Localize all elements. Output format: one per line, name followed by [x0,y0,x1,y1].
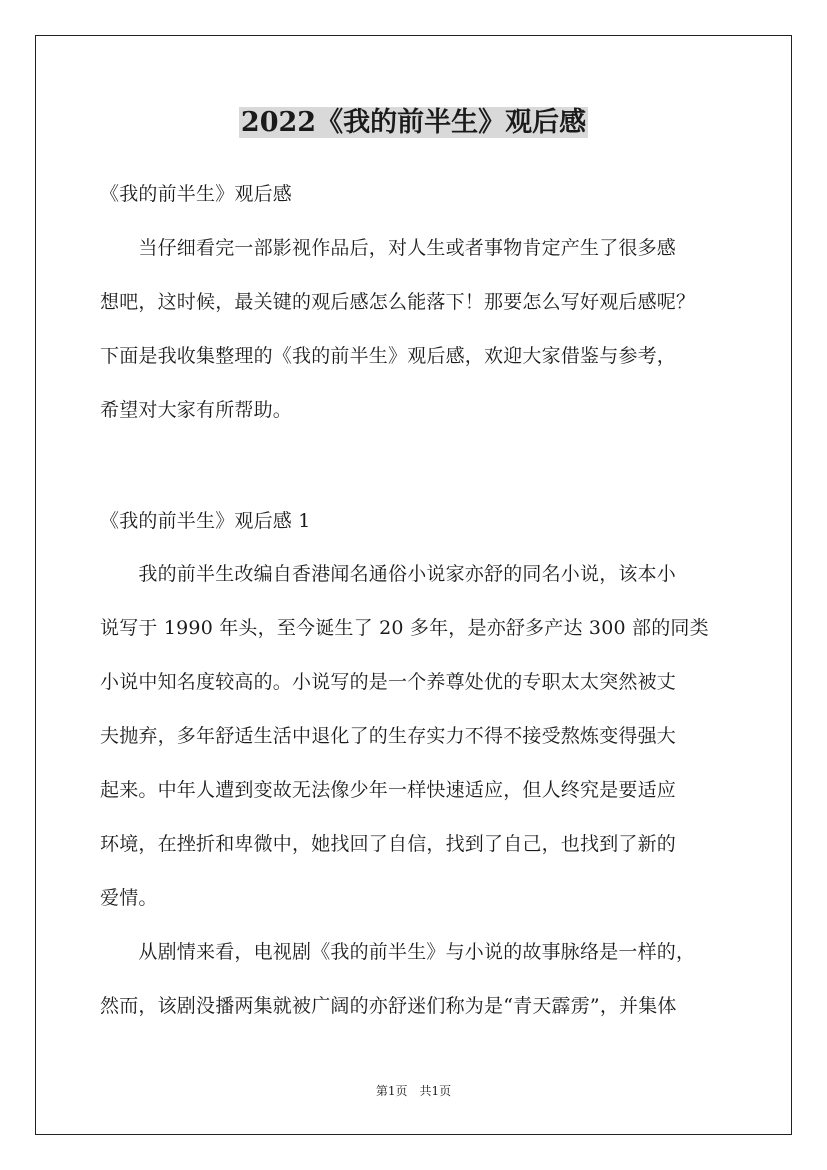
essay1-line-3: 小说中知名度较高的。小说写的是一个养尊处优的专职太太突然被丈 [100,671,677,693]
essay1-heading: 《我的前半生》观后感 1 [100,510,311,532]
section-heading: 《我的前半生》观后感 [100,183,293,205]
essay1-line-7: 爱情。 [100,887,158,909]
page-number: 第1页 共1页 [375,1084,452,1098]
essay1-line-4: 夫抛弃，多年舒适生活中退化了的生存实力不得不接受熬炼变得强大 [100,725,677,747]
essay1-line-1: 我的前半生改编自香港闻名通俗小说家亦舒的同名小说，该本小 [100,563,677,585]
essay1-line-2: 说写于 1990 年头，至今诞生了 20 多年，是亦舒多产达 300 部的同类 [100,617,709,639]
document-title [0,103,827,143]
intro-line-3: 下面是我收集整理的《我的前半生》观后感，欢迎大家借鉴与参考， [100,345,677,367]
intro-line-2: 想吧，这时候，最关键的观后感怎么能落下！那要怎么写好观后感呢？ [100,291,696,313]
document-title-text: 2022《我的前半生》观后感 [240,107,587,138]
essay1-para2-line-2: 然而，该剧没播两集就被广阔的亦舒迷们称为是“青天霹雳”，并集体 [100,995,677,1017]
intro-line-4: 希望对大家有所帮助。 [100,399,293,421]
page-footer [0,1083,827,1099]
essay1-para2-line-1: 从剧情来看，电视剧《我的前半生》与小说的故事脉络是一样的， [100,941,696,963]
essay1-line-5: 起来。中年人遭到变故无法像少年一样快速适应，但人终究是要适应 [100,779,677,801]
essay1-line-6: 环境，在挫折和卑微中，她找回了自信，找到了自己，也找到了新的 [100,833,677,855]
intro-line-1: 当仔细看完一部影视作品后，对人生或者事物肯定产生了很多感 [100,237,677,259]
